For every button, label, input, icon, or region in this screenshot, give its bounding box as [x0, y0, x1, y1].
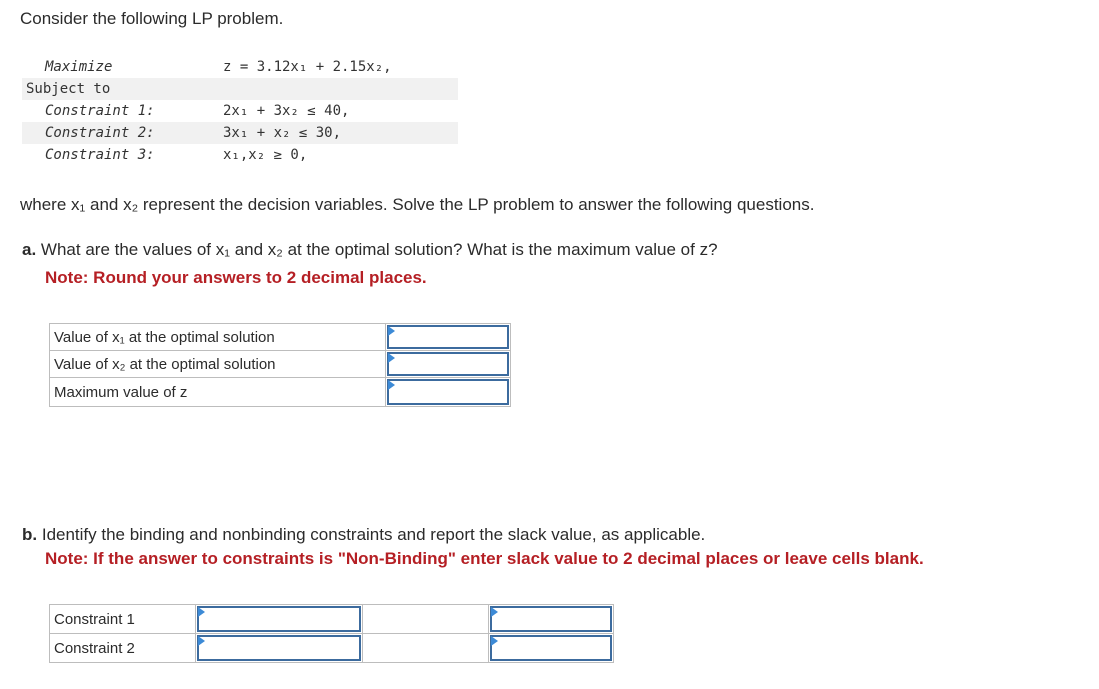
max-z-input[interactable]	[386, 378, 511, 407]
table-row	[50, 634, 614, 663]
row-label: Constraint 2	[50, 634, 196, 663]
constraint-1-binding-select[interactable]	[196, 605, 363, 634]
constraint-expression: 3x₁ + x₂ ≤ 30,	[223, 125, 342, 141]
x2-value-input[interactable]	[386, 351, 511, 378]
row-label: Maximum value of z	[50, 378, 386, 407]
spacer-cell	[363, 605, 489, 634]
spacer-cell	[363, 634, 489, 663]
lp-constraint-row	[22, 100, 458, 122]
x1-value-input[interactable]	[386, 324, 511, 351]
constraint-label: Constraint 3:	[45, 147, 155, 163]
part-a-letter: a.	[22, 240, 37, 259]
constraint-2-binding-select[interactable]	[196, 634, 363, 663]
table-row	[50, 605, 614, 634]
constraint-expression: x₁,x₂ ≥ 0,	[223, 147, 308, 163]
lp-subject-row	[22, 78, 458, 100]
input-box[interactable]	[197, 606, 361, 632]
part-b-note: Note: If the answer to constraints is "Non-Binding" enter slack value to 2 decimal places or leave cells blank.	[45, 549, 924, 568]
objective-expression: z = 3.12x₁ + 2.15x₂,	[223, 59, 392, 75]
constraint-2-slack-input[interactable]	[489, 634, 614, 663]
input-box[interactable]	[387, 379, 509, 405]
table-row	[50, 351, 511, 378]
intro-text: Consider the following LP problem.	[20, 9, 284, 28]
lp-constraint-row	[22, 144, 458, 166]
input-box[interactable]	[490, 635, 612, 661]
constraint-1-slack-input[interactable]	[489, 605, 614, 634]
constraint-expression: 2x₁ + 3x₂ ≤ 40,	[223, 103, 350, 119]
input-marker-icon	[388, 353, 395, 363]
subject-to-label: Subject to	[26, 81, 111, 97]
input-marker-icon	[388, 380, 395, 390]
part-a-question	[22, 240, 718, 260]
part-b-question	[22, 525, 705, 545]
input-box[interactable]	[490, 606, 612, 632]
lp-objective-row	[22, 56, 458, 78]
part-a-question-text: What are the values of x₁ and x₂ at the optimal solution? What is the maximum value of z?	[40, 240, 718, 259]
constraint-label: Constraint 1:	[45, 103, 155, 119]
objective-label: Maximize	[45, 59, 113, 75]
part-a-note: Note: Round your answers to 2 decimal places.	[45, 268, 427, 287]
input-marker-icon	[198, 607, 205, 617]
part-b-answer-table	[49, 604, 614, 663]
input-marker-icon	[198, 636, 205, 646]
input-box[interactable]	[197, 635, 361, 661]
table-row	[50, 378, 511, 407]
part-b-letter: b.	[22, 525, 38, 544]
input-marker-icon	[491, 636, 498, 646]
constraint-label: Constraint 2:	[45, 125, 155, 141]
input-box[interactable]	[387, 325, 509, 349]
table-row	[50, 324, 511, 351]
lp-constraint-row	[22, 122, 458, 144]
input-box[interactable]	[387, 352, 509, 376]
row-label: Constraint 1	[50, 605, 196, 634]
input-marker-icon	[388, 326, 395, 336]
row-label: Value of x₁ at the optimal solution	[50, 324, 386, 351]
row-label: Value of x₂ at the optimal solution	[50, 351, 386, 378]
part-b-question-text: Identify the binding and nonbinding constraints and report the slack value, as applicable.	[41, 525, 706, 544]
part-a-answer-table	[49, 323, 511, 407]
input-marker-icon	[491, 607, 498, 617]
where-text: where x₁ and x₂ represent the decision variables. Solve the LP problem to answer the following questions.	[20, 195, 815, 214]
lp-formulation	[22, 56, 458, 166]
